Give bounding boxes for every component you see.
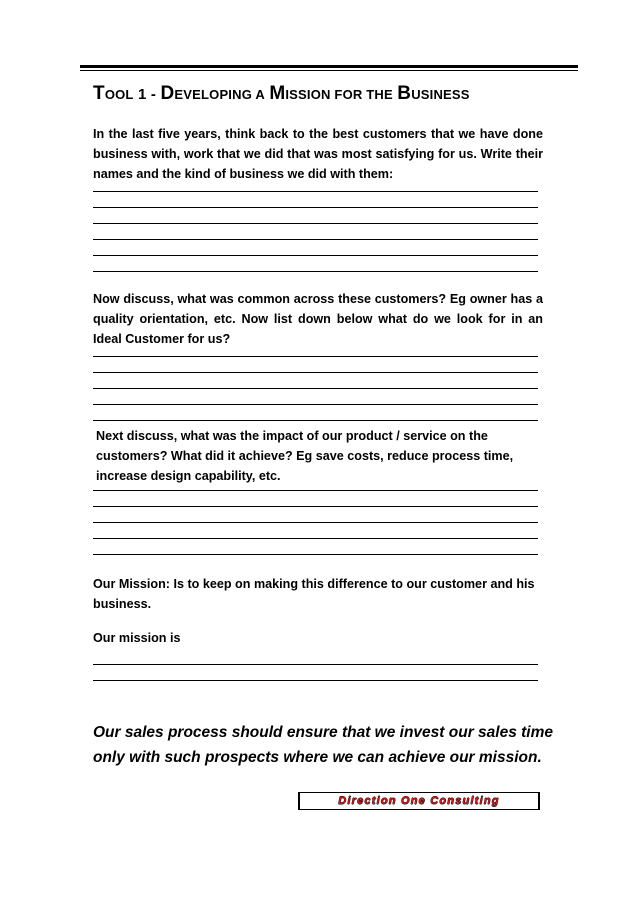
section3-prompt: Next discuss, what was the impact of our product / service on the customers? What did it achieve? Eg save costs, reduce process time, increase design capability, etc.	[96, 429, 514, 483]
section1-prompt: In the last five years, think back to the best customers that we have done business with, work that we did that was most satisfying for us. Write their names and the kind of business we did with them:	[93, 127, 543, 181]
answer-line[interactable]	[93, 554, 538, 555]
header-rule-thin	[80, 70, 578, 71]
mission-is-label: Our mission is	[93, 631, 181, 645]
answer-line[interactable]	[93, 490, 538, 491]
closing-statement: Our sales process should ensure that we invest our sales time only with such prospects where we can achieve our mission.	[93, 724, 553, 766]
answer-line[interactable]	[93, 388, 538, 389]
answer-line[interactable]	[93, 680, 538, 681]
mission-statement: Our Mission: Is to keep on making this difference to our customer and his business.	[93, 577, 535, 611]
answer-line[interactable]	[93, 372, 538, 373]
section2-prompt: Now discuss, what was common across these customers? Eg owner has a quality orientation, etc. Now list down below what do we look for in an Ideal Customer for us?	[93, 292, 543, 346]
answer-line[interactable]	[93, 207, 538, 208]
brand-badge: Direction One Consulting	[298, 792, 540, 810]
answer-line[interactable]	[93, 191, 538, 192]
answer-line[interactable]	[93, 664, 538, 665]
page-title: TOOL 1 - DEVELOPING A MISSION FOR THE BUSINESS	[93, 83, 470, 104]
header-rule-thick	[80, 65, 578, 68]
answer-line[interactable]	[93, 404, 538, 405]
answer-line[interactable]	[93, 538, 538, 539]
answer-line[interactable]	[93, 420, 538, 421]
answer-line[interactable]	[93, 239, 538, 240]
answer-line[interactable]	[93, 506, 538, 507]
answer-line[interactable]	[93, 522, 538, 523]
answer-line[interactable]	[93, 223, 538, 224]
answer-line[interactable]	[93, 271, 538, 272]
answer-line[interactable]	[93, 255, 538, 256]
answer-line[interactable]	[93, 356, 538, 357]
